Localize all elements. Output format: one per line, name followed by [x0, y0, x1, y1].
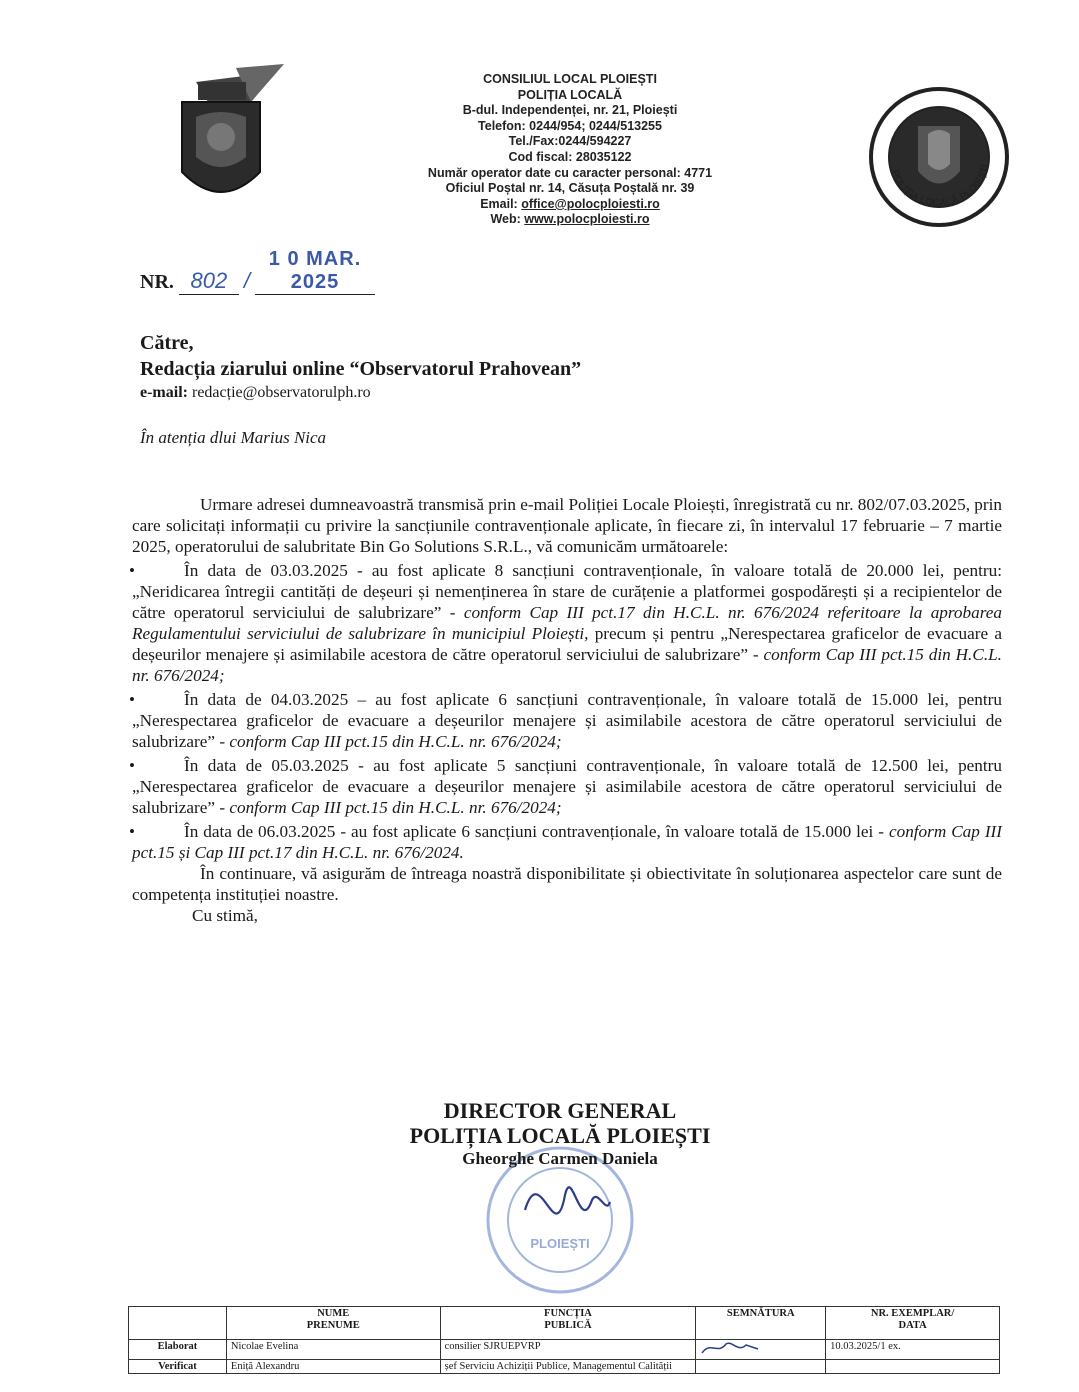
signer-institution: POLIȚIA LOCALĂ PLOIEȘTI [409, 1123, 711, 1148]
signature-block [380, 1098, 740, 1170]
handwritten-signature [525, 1187, 610, 1213]
table-row [129, 1360, 1000, 1374]
table-cell [696, 1360, 826, 1374]
police-seal-logo [868, 86, 1010, 228]
table-header-row [129, 1307, 1000, 1340]
recipient-email: e-mail: redacție@observatorulph.ro [140, 384, 371, 401]
signer-title: DIRECTOR GENERAL [443, 1098, 677, 1123]
table-cell: Nicolae Evelina [226, 1340, 440, 1360]
table-header: FUNCȚIA PUBLICĂ [440, 1307, 696, 1340]
list-item: • În data de 06.03.2025 - au fost aplicate 6 sancțiuni contravenționale, în valoare totală de 15.000 lei - conform Cap III pct.15 și Cap III pct.17 din H.C.L. nr. 676/2024. [129, 822, 1003, 862]
approval-table [128, 1306, 1000, 1374]
table-cell: Elaborat [129, 1340, 227, 1360]
header-line: Tel./Fax:0244/594227 [508, 134, 632, 149]
registration-number: NR. 802 / 1 0 MAR. 2025 [140, 248, 375, 295]
stamp-text: PLOIEȘTI [530, 1236, 590, 1251]
table-cell [826, 1360, 1000, 1374]
email-link[interactable]: office@polocploiesti.ro [521, 196, 660, 211]
table-row [129, 1340, 1000, 1360]
continuation-paragraph: În continuare, vă asigurăm de întreaga noastră disponibilitate și obiectivitate în soluționarea aspectelor care sunt de competența instituției noastre. [132, 864, 1002, 904]
table-cell [696, 1340, 826, 1360]
letter-body [129, 494, 1003, 926]
initials-signature [700, 1341, 760, 1355]
list-item: • În data de 05.03.2025 - au fost aplicate 5 sancțiuni contravenționale, în valoare totală de 12.500 lei, pentru „Nerespectarea graficelor de evacuare a deșeurilor menajere și asimilabile acestora de către operatorul serviciului de salubrizare” - conform Cap III pct.15 din H.C.L. nr. 676/2024; [129, 756, 1002, 817]
table-cell: 10.03.2025/1 ex. [826, 1340, 1000, 1360]
recipient: Redacția ziarului online “Observatorul Prahovean” [140, 358, 582, 380]
table-header: NUME PRENUME [226, 1307, 440, 1340]
table-header: SEMNĂTURA [696, 1307, 826, 1340]
header-line: CONSILIUL LOCAL PLOIEȘTI [483, 72, 657, 86]
header-email: Email: office@polocploiesti.ro [480, 196, 660, 211]
attention-line: În atenția dlui Marius Nica [140, 428, 327, 447]
table-header [129, 1307, 227, 1340]
table-cell: consilier SJRUEPVRP [440, 1340, 696, 1360]
header-line: B-dul. Independenței, nr. 21, Ploiești [462, 103, 678, 118]
header-line: Număr operator date cu caracter personal: 4771 [427, 165, 713, 180]
header-line: Telefon: 0244/954; 0244/513255 [478, 118, 662, 133]
bullet-icon: • [129, 561, 135, 580]
intro-paragraph: Urmare adresei dumneavoastră transmisă prin e-mail Poliției Locale Ploiești, înregistrată cu nr. 802/07.03.2025, prin care solicitați informații cu privire la sancțiunile contravenționale aplicate, în fiecare zi, în intervalul 17 februarie – 7 martie 2025, operatorului de salubritate Bin Go Solutions S.R.L., vă comunicăm următoarele: [132, 495, 1002, 556]
addressee-block [140, 330, 581, 382]
bullet-icon: • [129, 756, 135, 775]
header-line: Oficiul Poștal nr. 14, Căsuța Poștală nr. 39 [445, 181, 695, 196]
web-link[interactable]: www.polocploiesti.ro [524, 212, 650, 227]
header-line: POLIȚIA LOCALĂ [517, 87, 623, 102]
table-header: NR. EXEMPLAR/ DATA [826, 1307, 1000, 1340]
bullet-icon: • [129, 822, 135, 841]
header-line: Cod fiscal: 28035122 [508, 149, 632, 164]
list-item: • În data de 04.03.2025 – au fost aplicate 6 sancțiuni contravenționale, în valoare totală de 15.000 lei, pentru „Nerespectarea graficelor de evacuare a deșeurilor menajere și asimilabile acestora de către operatorul serviciului de salubrizare” - conform Cap III pct.15 din H.C.L. nr. 676/2024; [129, 690, 1002, 751]
reg-number: 802 [190, 268, 228, 293]
recipient-email-value[interactable]: redacție@observatorulph.ro [187, 384, 371, 401]
bullet-icon: • [129, 690, 135, 709]
signer-name: Gheorghe Carmen Daniela [462, 1149, 658, 1168]
date-stamp: 1 0 MAR. 2025 [268, 248, 362, 293]
salutation: Către, [140, 332, 194, 354]
list-item: • În data de 03.03.2025 - au fost aplicate 8 sancțiuni contravenționale, în valoare totală de 20.000 lei, pentru: „Neridicarea întregii cantități de deșeuri și nemenținerea în stare de curățenie a platformei gospodărești și a recipientelor de către operatorul serviciului de salubrizare” - conform Cap III pct.17 din H.C.L. nr. 676/2024 referitoare la aprobarea Regulamentului serviciului de salubrizare în municipiul Ploiești, precum și pentru „Nerespectarea graficelor de evacuare a deșeurilor menajere și asimilabile acestora de către operatorul serviciului de salubrizare” - conform Cap III pct.15 din H.C.L. nr. 676/2024; [129, 561, 1002, 685]
institution-header [330, 72, 810, 228]
city-crest-logo [176, 62, 286, 212]
table-cell: Verificat [129, 1360, 227, 1374]
table-cell: Eniță Alexandru [226, 1360, 440, 1374]
table-cell: șef Serviciu Achiziții Publice, Managementul Calității [440, 1360, 696, 1374]
header-web: Web: www.polocploiesti.ro [490, 212, 650, 227]
closing: Cu stimă, [192, 906, 258, 925]
seal-text: POLIȚIA LOCALĂ PLOIEȘTI [888, 163, 992, 210]
